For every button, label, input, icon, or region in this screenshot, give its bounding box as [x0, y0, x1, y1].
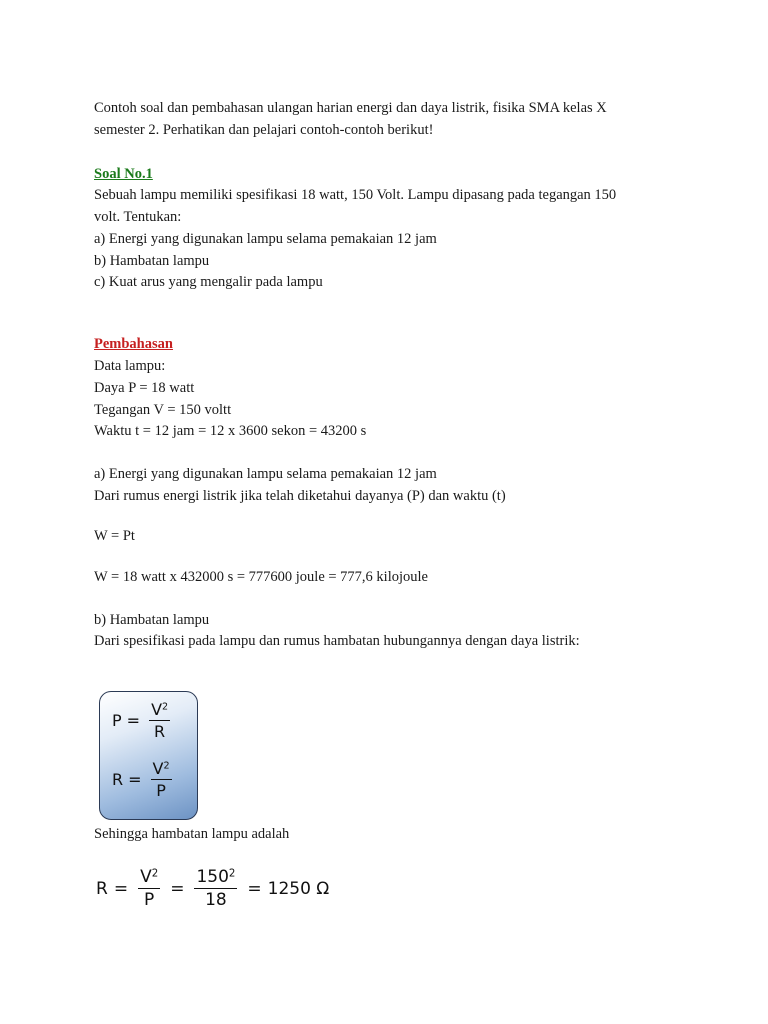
intro-line-2: semester 2. Perhatikan dan pelajari contoh-contoh berikut!: [94, 122, 434, 138]
formula-box: [99, 691, 198, 820]
formula-p-num: V: [151, 700, 163, 719]
result-frac1-den: P: [143, 889, 155, 910]
soal-option-b: b) Hambatan lampu: [94, 253, 210, 269]
result-frac1-exp: 2: [151, 868, 159, 880]
result-frac2-den: 18: [205, 889, 227, 910]
intro-line-1: Contoh soal dan pembahasan ulangan harian energi dan daya listrik, fisika SMA kelas X: [94, 100, 607, 116]
result-value: 1250 Ω: [267, 878, 330, 899]
data-line-2: Daya P = 18 watt: [94, 380, 195, 396]
formula-r-lhs: R: [112, 770, 124, 790]
equals-sign: =: [126, 711, 141, 731]
formula-p-lhs: P: [112, 711, 122, 731]
part-a-desc: Dari rumus energi listrik jika telah diketahui dayanya (P) dan waktu (t): [94, 488, 506, 504]
formula-r-den: P: [156, 780, 166, 800]
formula-r-num: V: [152, 759, 164, 778]
formula-p-exp: 2: [162, 701, 169, 713]
equals-sign: =: [247, 878, 262, 899]
formula-r-equals: [112, 760, 176, 799]
part-b-desc: Dari spesifikasi pada lampu dan rumus hambatan hubungannya dengan daya listrik:: [94, 633, 580, 649]
result-frac2-num: 150: [196, 867, 229, 887]
pembahasan-heading: Pembahasan: [94, 336, 173, 352]
part-a-title: a) Energi yang digunakan lampu selama pemakaian 12 jam: [94, 466, 437, 482]
soal-option-a: a) Energi yang digunakan lampu selama pemakaian 12 jam: [94, 231, 437, 247]
formula-r-fraction: [151, 760, 172, 799]
result-frac1-num: V: [140, 867, 152, 887]
formula-p-fraction: [149, 701, 170, 740]
result-frac2-exp: 2: [228, 868, 236, 880]
soal-line-1: Sebuah lampu memiliki spesifikasi 18 watt, 150 Volt. Lampu dipasang pada tegangan 150: [94, 187, 617, 203]
formula-p-equals: [112, 701, 174, 740]
formula-p-den: R: [154, 721, 166, 741]
part-a-formula: W = Pt: [94, 528, 135, 544]
part-b-title: b) Hambatan lampu: [94, 612, 210, 628]
equals-sign: =: [113, 878, 129, 899]
equals-sign: =: [170, 878, 185, 899]
data-line-4: Waktu t = 12 jam = 12 x 3600 sekon = 43200 s: [94, 423, 367, 439]
part-a-calc: W = 18 watt x 432000 s = 777600 joule = 777,6 kilojoule: [94, 569, 428, 585]
equals-sign: =: [128, 770, 142, 790]
result-lhs: R: [96, 878, 108, 899]
data-line-1: Data lampu:: [94, 358, 166, 374]
data-line-3: Tegangan V = 150 voltt: [94, 402, 232, 418]
soal-line-2: volt. Tentukan:: [94, 209, 182, 225]
result-formula: [96, 868, 329, 909]
soal-heading: Soal No.1: [94, 166, 153, 182]
soal-option-c: c) Kuat arus yang mengalir pada lampu: [94, 274, 323, 290]
part-b-conclusion: Sehingga hambatan lampu adalah: [94, 826, 290, 842]
result-fraction-1: [138, 868, 160, 909]
result-fraction-2: [194, 868, 237, 909]
formula-r-exp: 2: [163, 760, 170, 772]
